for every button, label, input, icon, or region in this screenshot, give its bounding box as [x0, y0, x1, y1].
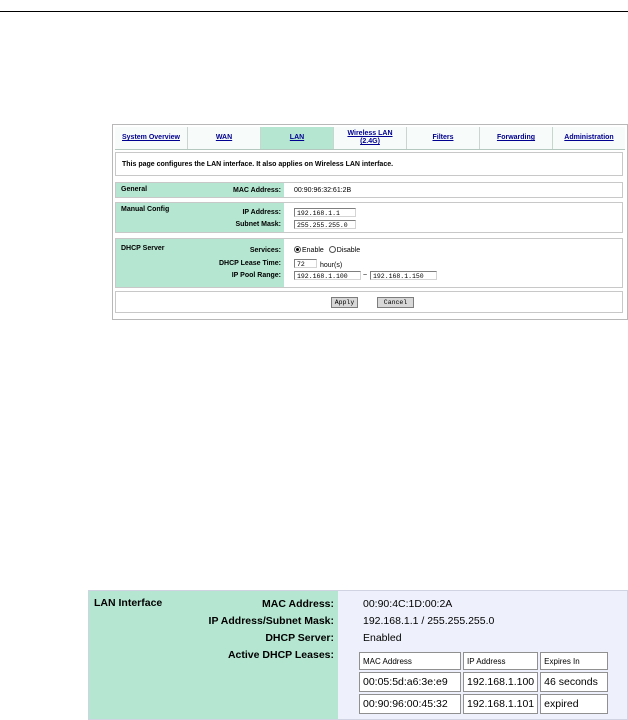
manual-config-title: Manual Config: [121, 206, 170, 213]
lan-status-panel: [88, 590, 628, 720]
lease-time-input[interactable]: 72: [294, 259, 317, 268]
header-ip: IP Address: [463, 652, 538, 670]
status-mac-label: MAC Address:: [262, 598, 334, 610]
tab-label: Filters: [432, 134, 454, 141]
table-row: [359, 672, 608, 692]
pool-range-row: [116, 271, 624, 281]
lease-expires: 46 seconds: [540, 672, 608, 692]
dhcp-server-title: DHCP Server: [121, 245, 165, 252]
dhcp-status-value: Enabled: [363, 632, 402, 644]
cancel-button[interactable]: Cancel: [377, 297, 414, 308]
general-section: [115, 182, 623, 198]
services-options: [294, 246, 360, 256]
pool-separator: ~: [363, 272, 368, 279]
tab-wireless-lan[interactable]: [334, 127, 407, 149]
disable-label: Disable: [336, 247, 361, 254]
tab-wan[interactable]: [188, 127, 261, 149]
mac-row: [116, 186, 624, 196]
tab-label: System Overview: [122, 134, 180, 141]
dhcp-status-label: DHCP Server:: [265, 632, 334, 644]
general-title: General: [121, 186, 148, 193]
header-mac: MAC Address: [359, 652, 461, 670]
services-label: Services:: [249, 247, 281, 254]
header-expires: Expires In: [540, 652, 608, 670]
mac-value: 00:90:96:32:61:2B: [294, 187, 352, 194]
enable-label: Enable: [302, 247, 324, 254]
pool-range-label: IP Pool Range:: [231, 272, 281, 279]
tab-sublabel: (2.4G): [360, 138, 380, 145]
intro-text: This page configures the LAN interface. It also applies on Wireless LAN interface.: [115, 152, 623, 176]
tab-administration[interactable]: [553, 127, 625, 149]
pool-end-input[interactable]: 192.168.1.150: [370, 271, 437, 280]
disable-radio-option[interactable]: [329, 247, 360, 254]
radio-unselected-icon: [329, 246, 336, 253]
ip-row: [116, 208, 624, 218]
tab-lan[interactable]: [261, 127, 334, 149]
lan-interface-title: LAN Interface: [94, 597, 163, 609]
tab-label: Administration: [564, 134, 614, 141]
nav-bar: [115, 127, 625, 150]
leases-table: [357, 650, 610, 716]
status-mac-value: 00:90:4C:1D:00:2A: [363, 598, 453, 610]
ip-subnet-label: IP Address/Subnet Mask:: [208, 615, 334, 627]
ip-subnet-value: 192.168.1.1 / 255.255.255.0: [363, 615, 495, 627]
ip-label: IP Address:: [242, 209, 281, 216]
lease-expires: expired: [540, 694, 608, 714]
page-top-rule: [0, 11, 628, 12]
status-mac-row: [89, 597, 627, 611]
lease-time-row: [116, 259, 624, 269]
tab-label: LAN: [289, 134, 305, 141]
dhcp-server-section: [115, 238, 623, 288]
lease-time-label: DHCP Lease Time:: [219, 260, 281, 267]
table-header-row: [359, 652, 608, 670]
mask-label: Subnet Mask:: [235, 221, 281, 228]
active-leases-label: Active DHCP Leases:: [227, 649, 334, 661]
tab-label: WAN: [215, 134, 233, 141]
tab-filters[interactable]: [407, 127, 480, 149]
mask-row: [116, 220, 624, 230]
lease-mac: 00:05:5d:a6:3e:e9: [359, 672, 461, 692]
tab-system-overview[interactable]: [115, 127, 188, 149]
enable-radio-option[interactable]: [294, 247, 324, 254]
mac-label: MAC Address:: [233, 187, 281, 194]
table-row: [359, 694, 608, 714]
manual-config-section: [115, 202, 623, 233]
subnet-mask-input[interactable]: 255.255.255.0: [294, 220, 356, 229]
apply-button[interactable]: Apply: [331, 297, 358, 308]
lease-ip: 192.168.1.100: [463, 672, 538, 692]
tab-forwarding[interactable]: [480, 127, 553, 149]
button-section: [115, 291, 623, 313]
services-row: [116, 246, 624, 256]
radio-selected-icon: [294, 246, 301, 253]
button-row: [116, 297, 624, 307]
lan-config-panel: [112, 124, 628, 320]
lease-unit: hour(s): [320, 262, 343, 269]
dhcp-status-row: [89, 631, 627, 645]
ip-address-input[interactable]: 192.168.1.1: [294, 208, 356, 217]
ip-subnet-row: [89, 614, 627, 628]
tab-label: Wireless LAN: [347, 130, 393, 137]
tab-label: Forwarding: [496, 134, 536, 141]
lease-ip: 192.168.1.101: [463, 694, 538, 714]
lease-mac: 00:90:96:00:45:32: [359, 694, 461, 714]
pool-start-input[interactable]: 192.168.1.100: [294, 271, 361, 280]
